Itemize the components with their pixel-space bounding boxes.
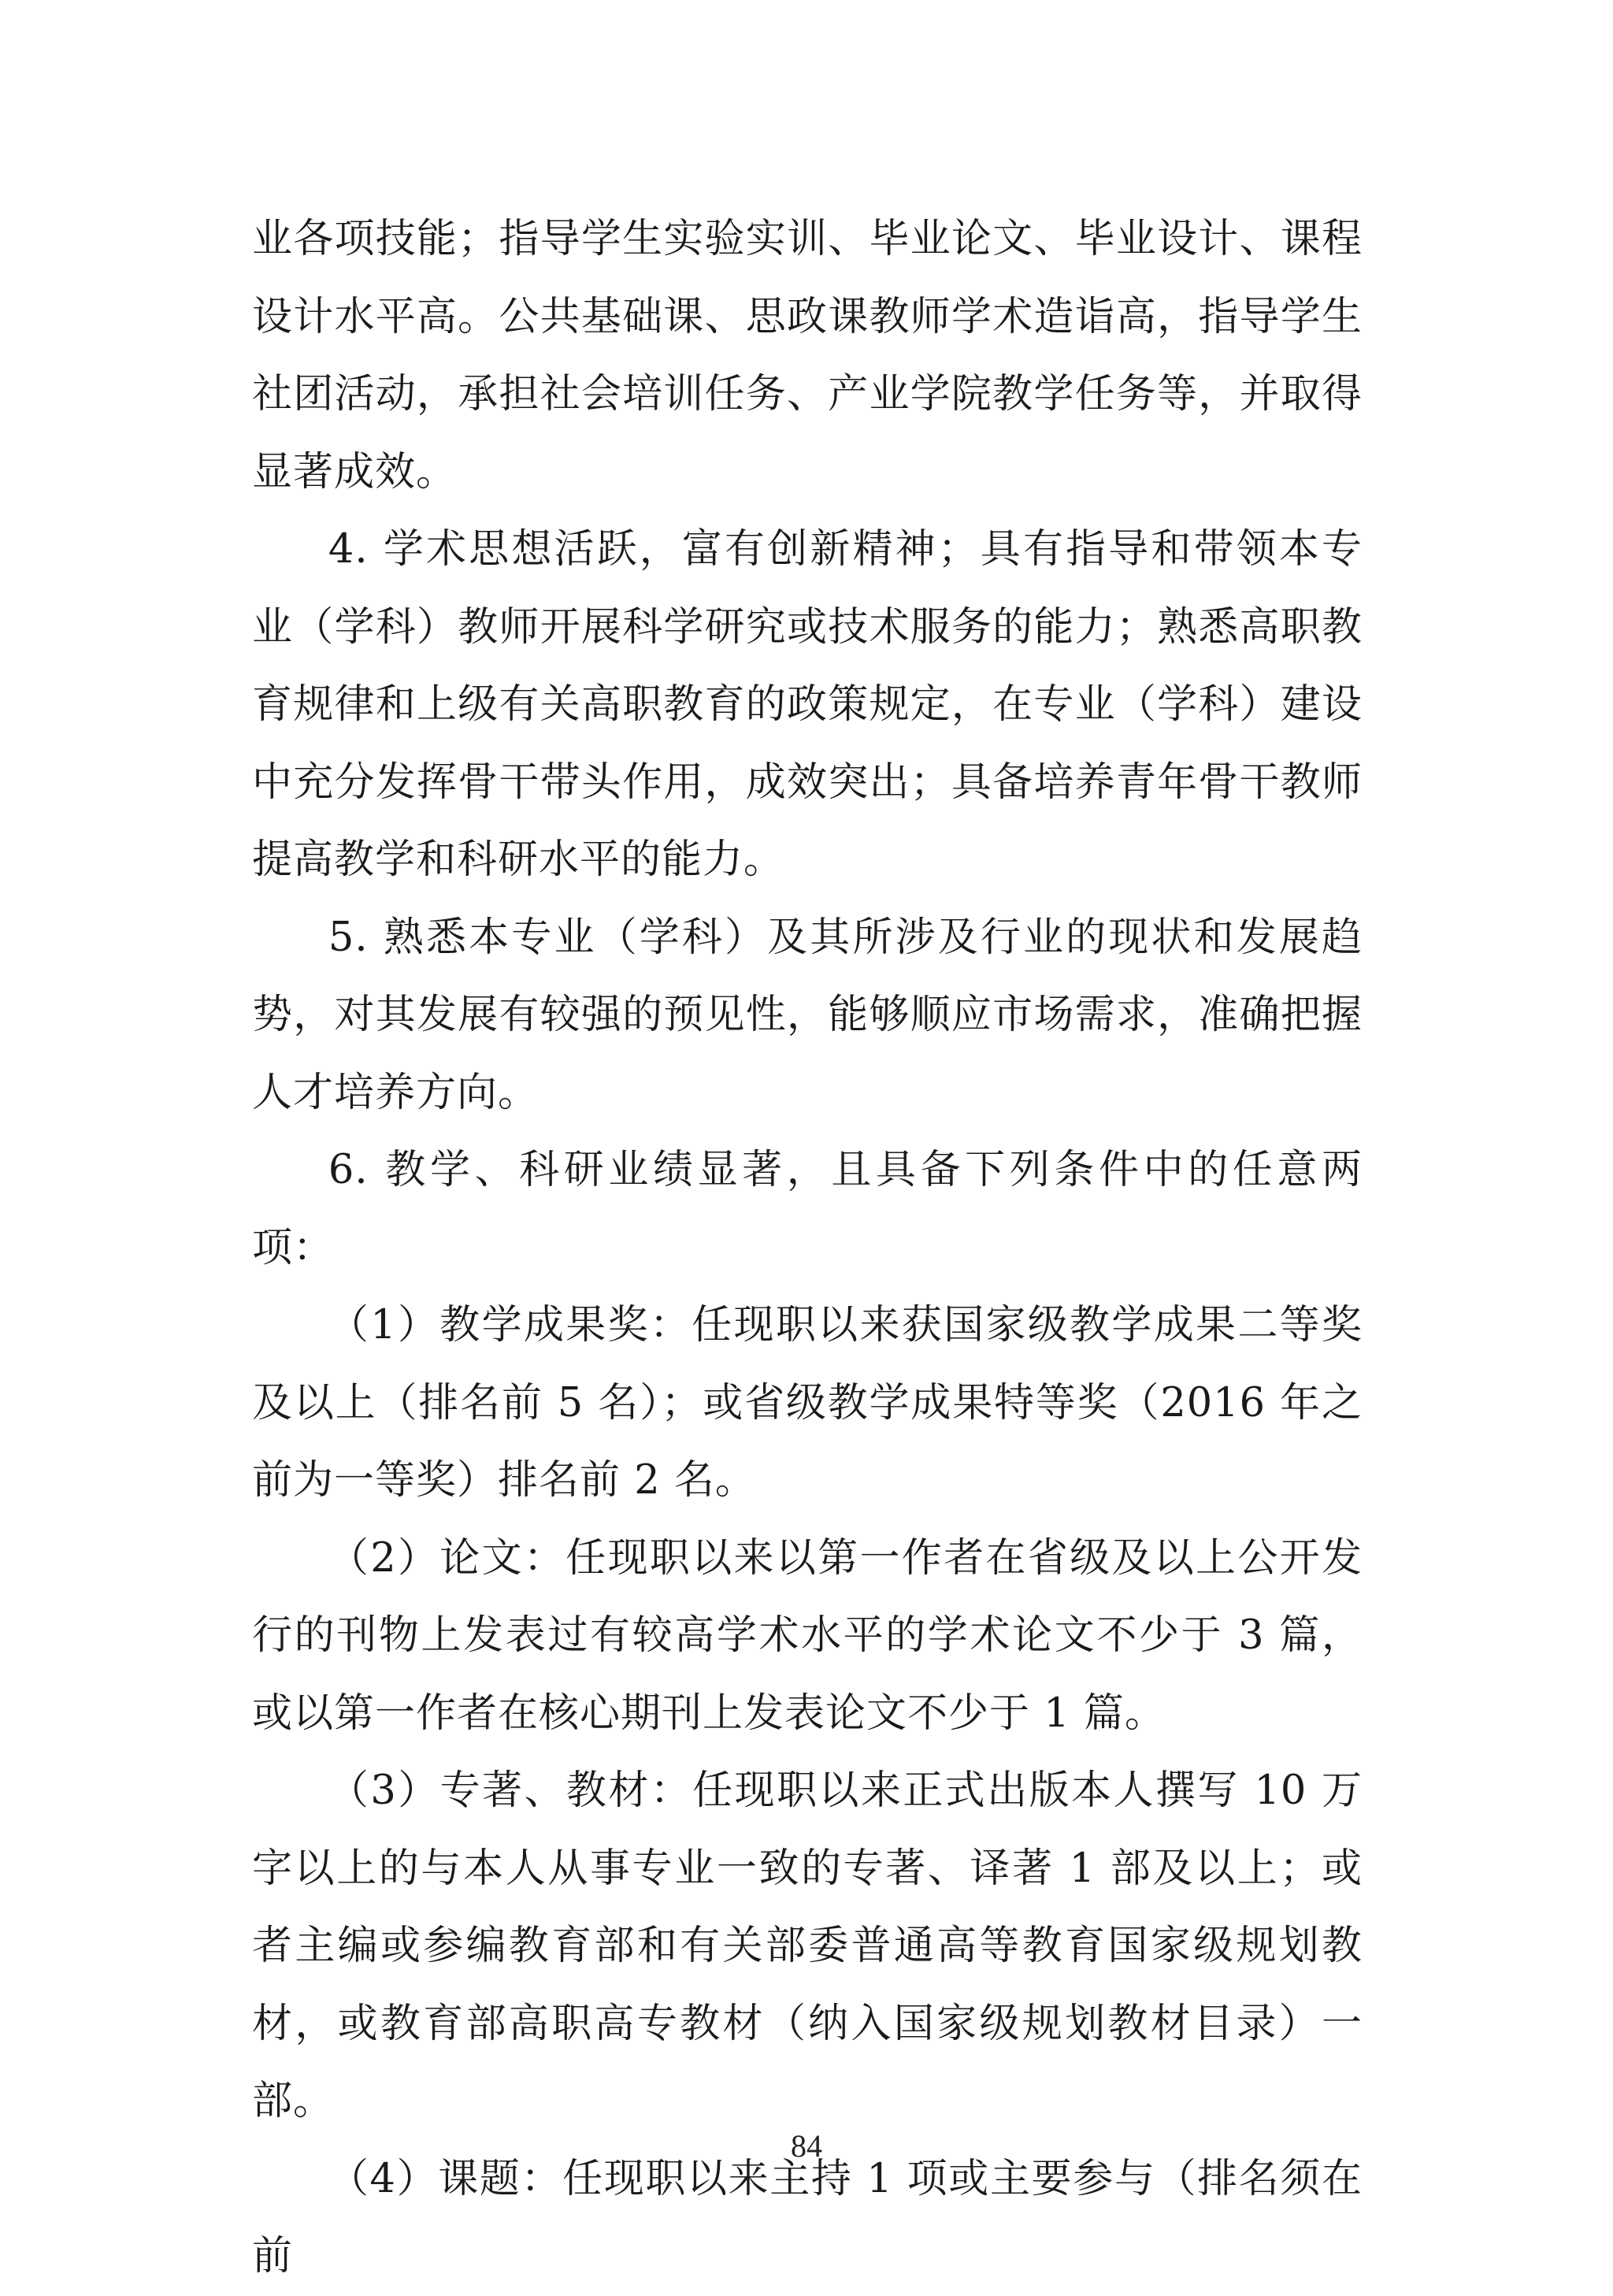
paragraph-sub-1-teaching-award: （1）教学成果奖：任现职以来获国家级教学成果二等奖及以上（排名前 5 名）；或省级教学成果特等奖（2016 年之前为一等奖）排名前 2 名。	[252, 1302, 1363, 1504]
paragraph-sub-3-books: （3）专著、教材：任现职以来正式出版本人撰写 10 万字以上的与本人从事专业一致的专著、译著 1 部及以上；或者主编或参编教育部和有关部委普通高等教育国家级规划教材，或教育部高职高专教材（纳入国家级规划教材目录）一部。	[252, 1767, 1363, 2124]
paragraph-sub-2-papers: （2）论文：任现职以来以第一作者在省级及以上公开发行的刊物上发表过有较高学术水平的学术论文不少于 3 篇，或以第一作者在核心期刊上发表论文不少于 1 篇。	[252, 1534, 1363, 1737]
paragraph-item-4: 4. 学术思想活跃，富有创新精神；具有指导和带领本专业（学科）教师开展科学研究或技术服务的能力；熟悉高职教育规律和上级有关高职教育的政策规定，在专业（学科）建设中充分发挥骨干带头作用，成效突出；具备培养青年骨干教师提高教学和科研水平的能力。	[252, 526, 1363, 883]
page-number: 84	[791, 2128, 822, 2164]
paragraph-item-5: 5. 熟悉本专业（学科）及其所涉及行业的现状和发展趋势，对其发展有较强的预见性，能够顺应市场需求，准确把握人才培养方向。	[252, 914, 1363, 1116]
paragraph-item-6: 6. 教学、科研业绩显著，且具备下列条件中的任意两项：	[252, 1147, 1363, 1271]
document-body	[252, 201, 1363, 2296]
paragraph-sub-4-projects: （4）课题：任现职以来主持 1 项或主要参与（排名须在前	[252, 2155, 1363, 2279]
paragraph-skills-continuation: 业各项技能；指导学生实验实训、毕业论文、毕业设计、课程设计水平高。公共基础课、思政课教师学术造诣高，指导学生社团活动，承担社会培训任务、产业学院教学任务等，并取得显著成效。	[252, 216, 1363, 495]
